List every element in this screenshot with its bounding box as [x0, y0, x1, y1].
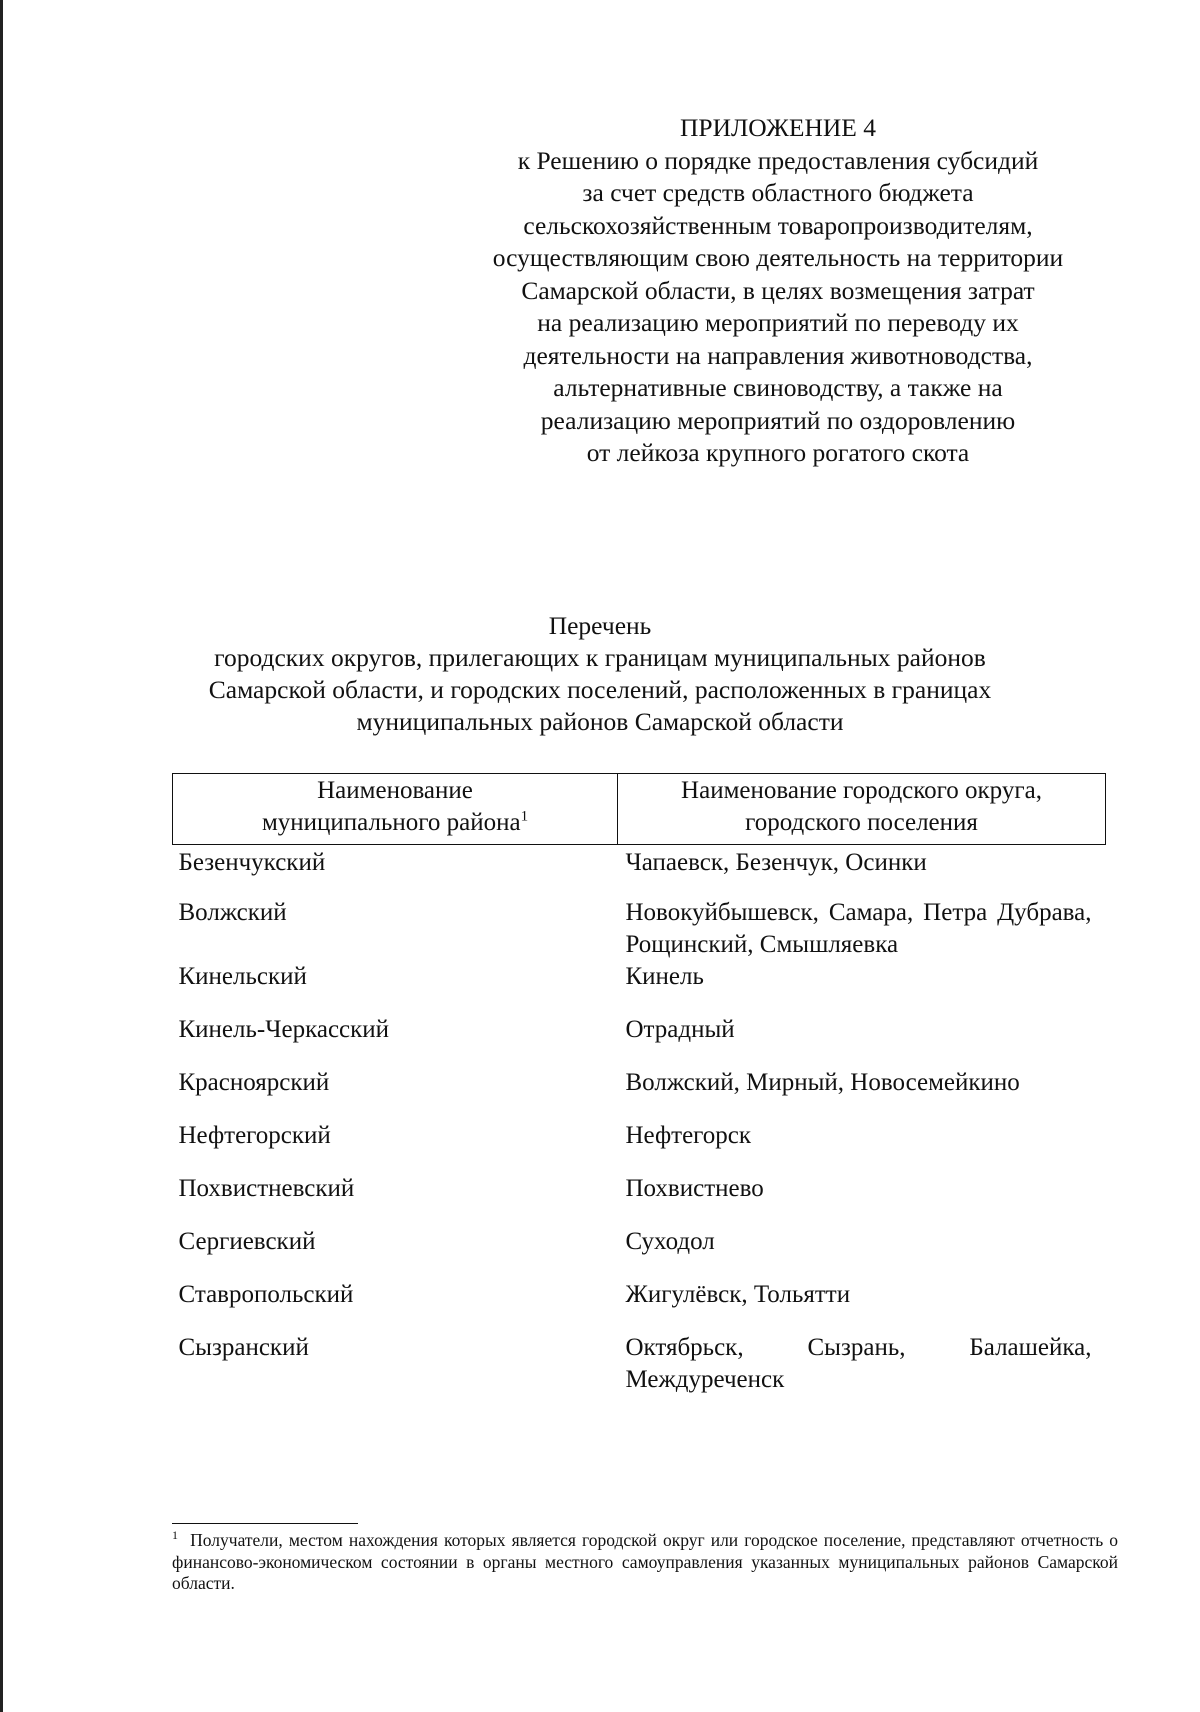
- district-cell: Волжский: [178, 899, 287, 926]
- settlements-cell: Жигулёвск, Тольятти: [625, 1281, 851, 1308]
- header-district: Наименование муниципального района$^1$: [173, 774, 618, 845]
- settlements-cell: Волжский, Мирный, Новосемейкино: [625, 1069, 1020, 1096]
- table-row: [173, 1332, 1106, 1396]
- appendix-line: альтернативные свиноводству, а также на: [553, 373, 1003, 402]
- appendix-line: к Решению о порядке предоставления субсидий: [517, 145, 1039, 175]
- table-row: [173, 1120, 1106, 1173]
- table-row: [173, 1226, 1106, 1279]
- appendix-line: реализацию мероприятий по оздоровлению: [540, 405, 1016, 435]
- district-cell: Сергиевский: [178, 1228, 316, 1255]
- scan-left-edge: [0, 0, 3, 1712]
- settlements-cell: Нефтегорск: [625, 1122, 752, 1149]
- list-title-line: Самарской области, и городских поселений, расположенных в границах: [208, 675, 992, 704]
- appendix-line: деятельности на направления животноводства,: [523, 340, 1033, 370]
- table-row: [173, 1173, 1106, 1226]
- settlements-cell: Кинель: [625, 963, 704, 990]
- appendix-line: от лейкоза крупного рогатого скота: [586, 438, 970, 467]
- appendix-title: ПРИЛОЖЕНИЕ 4: [679, 113, 877, 142]
- footnote-ref: 1: [520, 808, 529, 825]
- footnote-separator: [172, 1523, 358, 1524]
- table-row: [173, 1067, 1106, 1120]
- districts-table: [172, 773, 1106, 1396]
- table-row: [173, 961, 1106, 1014]
- settlements-cell: Октябрьск, Сызрань, Балашейка, Междуреченск: [625, 1334, 1092, 1393]
- list-title-line: городских округов, прилегающих к границам муниципальных районов: [214, 643, 986, 672]
- footnote: [172, 1530, 1118, 1595]
- list-title-line: муниципальных районов Самарской области: [356, 707, 844, 736]
- settlements-cell: Отрадный: [625, 1016, 735, 1043]
- district-cell: Похвистневский: [178, 1175, 355, 1202]
- district-cell: Ставропольский: [178, 1281, 354, 1308]
- settlements-cell: Новокуйбышевск, Самара, Петра Дубрава, Рощинский, Смышляевка: [625, 899, 1092, 958]
- district-cell: Нефтегорский: [178, 1122, 331, 1149]
- table-row: [173, 897, 1106, 961]
- district-cell: Кинель-Черкасский: [178, 1016, 390, 1043]
- list-heading: Перечень: [548, 611, 652, 640]
- table-header-row: [173, 774, 1106, 845]
- table-row: [173, 1279, 1106, 1332]
- appendix-line: сельскохозяйственным товаропроизводителям,: [523, 210, 1033, 240]
- settlements-cell: Суходол: [625, 1228, 715, 1255]
- list-title: [150, 610, 1050, 738]
- footnote-mark: 1: [172, 1528, 178, 1543]
- appendix-line: за счет средств областного бюджета: [582, 178, 974, 207]
- district-cell: Безенчукский: [178, 849, 326, 876]
- district-cell: Красноярский: [178, 1069, 330, 1096]
- appendix-line: осуществляющим свою деятельность на территории: [492, 243, 1064, 272]
- footnote-text: Получатели, местом нахождения которых является городской округ или городское поселение, представляют отчетность о финансово-экономическом состоянии в органы местного самоуправления указанных муниципальных районов Самарской области.: [172, 1530, 1119, 1593]
- settlements-cell: Чапаевск, Безенчук, Осинки: [625, 849, 927, 876]
- appendix-line: на реализацию мероприятий по переводу их: [537, 308, 1019, 337]
- settlements-cell: Похвистнево: [625, 1175, 764, 1202]
- header-settlement: Наименование городского округа, городского поселения: [618, 774, 1106, 845]
- appendix-line: Самарской области, в целях возмещения затрат: [521, 275, 1035, 305]
- district-cell: Сызранский: [178, 1334, 309, 1361]
- table-row: [173, 845, 1106, 898]
- table-row: [173, 1014, 1106, 1067]
- appendix-header: [455, 112, 1101, 470]
- district-cell: Кинельский: [178, 963, 307, 990]
